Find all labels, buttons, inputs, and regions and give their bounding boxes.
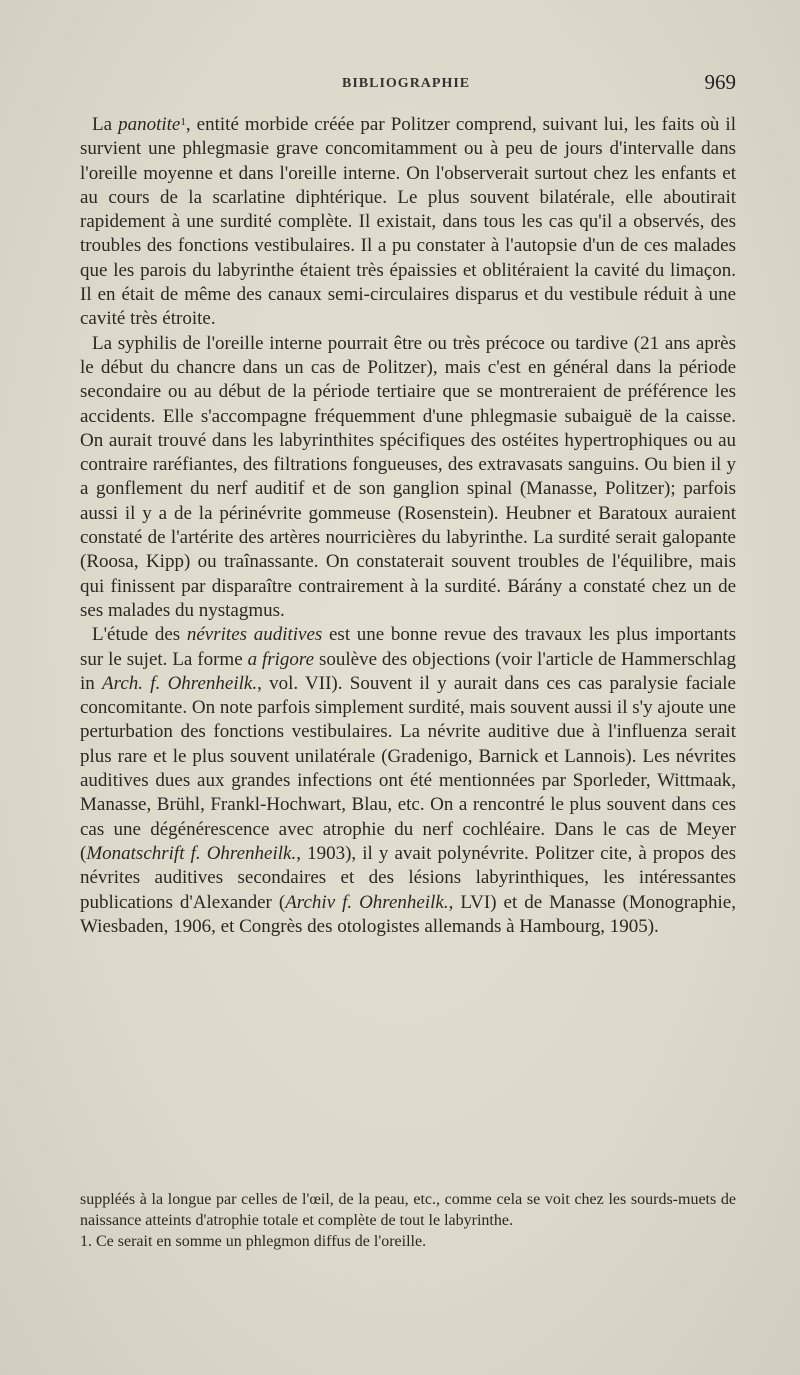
footnotes [80,1189,736,1252]
footnote-1 [80,1231,736,1252]
page-header [80,70,736,100]
citation-arch: Arch. f. Ohrenheilk. [102,672,258,694]
term-panotite: panotite [118,114,181,135]
citation-monatschrift: Monatschrift f. Ohrenheilk. [86,842,297,864]
footnote-text: Ce serait en somme un phlegmon diffus de l'oreille. [96,1233,427,1250]
paragraph-nevrites: L'étude des névrites auditives est une bonne revue des travaux les plus importants sur le sujet. La forme a frigore soulève des objections (voir l'article de Hammerschlag in Arch. f. Ohrenheilk., vol. VII). Souvent il y aurait dans ces cas paralysie faciale concomitante. On note parfois simplement surdité, mais souvent aussi il s'y ajoute une perturbation des fonctions vestibulaires. La névrite auditive due à l'influenza serait plus rare et le plus souvent unilatérale (Gradenigo, Barnick et Lannois). Les névrites auditives dues aux grandes infections ont été mentionnées par Sporleder, Wittmaak, Manasse, Brühl, Frankl-Hochwart, Blau, etc. On a rencontré le plus souvent dans ces cas une dégénérescence avec atrophie du nerf cochléaire. Dans le cas de Meyer (Monatschrift f. Ohrenheilk., 1903), il y avait polynévrite. Politzer cite, à propos des névrites auditives secondaires et des lésions labyrinthiques, les intéressantes publications d'Alexander (Archiv f. Ohrenheilk., LVI) et de Manasse (Monographie, Wiesbaden, 1906, et Congrès des otologistes allemands à Hambourg, 1905). [80,624,736,937]
running-head: BIBLIOGRAPHIE [342,76,471,91]
page-number: 969 [704,70,736,94]
term-nevrites: névrites auditives [186,624,323,646]
citation-archiv: Archiv f. Ohrenheilk. [285,891,449,913]
footnote-continuation: suppléés à la longue par celles de l'œil, de la peau, etc., comme cela se voit chez les sourds-muets de naissance atteints d'atrophie totale et complète de tout le labyrinthe. [80,1191,736,1229]
term-a-frigore: a frigore [247,648,315,670]
footnote-ref: 1 [180,116,186,128]
paragraph-syphilis: La syphilis de l'oreille interne pourrait être ou très précoce ou tardive (21 ans après le début du chancre dans un cas de Politzer), mais c'est en général dans la période secondaire ou au début de la période tertiaire que se montreraient de préférence les accidents. Elle s'accompagne fréquemment d'une phlegmasie subaiguë de la caisse. On aurait trouvé dans les labyrinthites spécifiques des ostéites hypertrophiques ou au contraire raréfiantes, des filtrations fongueuses, des extravasats sanguins. Ou bien il y a gonflement du nerf auditif et de son ganglion spinal (Manasse, Politzer); parfois aussi il y a de la périnévrite gommeuse (Rosenstein). Heubner et Baratoux auraient constaté de l'artérite des artères nourricières du labyrinthe. La surdité serait galopante (Roosa, Kipp) ou traînassante. On constaterait souvent troubles de l'équilibre, mais qui finissent par disparaître contrairement à la surdité. Bárány a constaté chez un de ses malades du nystagmus. [80,332,736,621]
body-text [80,113,736,939]
paragraph-panotite: La panotite$^1$, entité morbide créée par Politzer comprend, suivant lui, les faits où il survient une phlegmasie grave concomitamment ou à peu de jours d'intervalle dans l'oreille moyenne et dans l'oreille interne. On l'observerait surtout chez les enfants et au cours de la scarlatine diphtérique. Le plus souvent bilatérale, elle aboutirait rapidement à une surdité complète. Il existait, dans tous les cas qu'il a observés, des troubles des fonctions vestibulaires. Il a pu constater à l'autopsie d'un de ces malades que les parois du labyrinthe étaient très épaissies et oblitéraient la cavité du limaçon. Il en était de même des canaux semi-circulaires disparus et du vestibule réduit à une cavité très étroite. [80,114,736,330]
footnote-number: 1. [80,1233,92,1250]
